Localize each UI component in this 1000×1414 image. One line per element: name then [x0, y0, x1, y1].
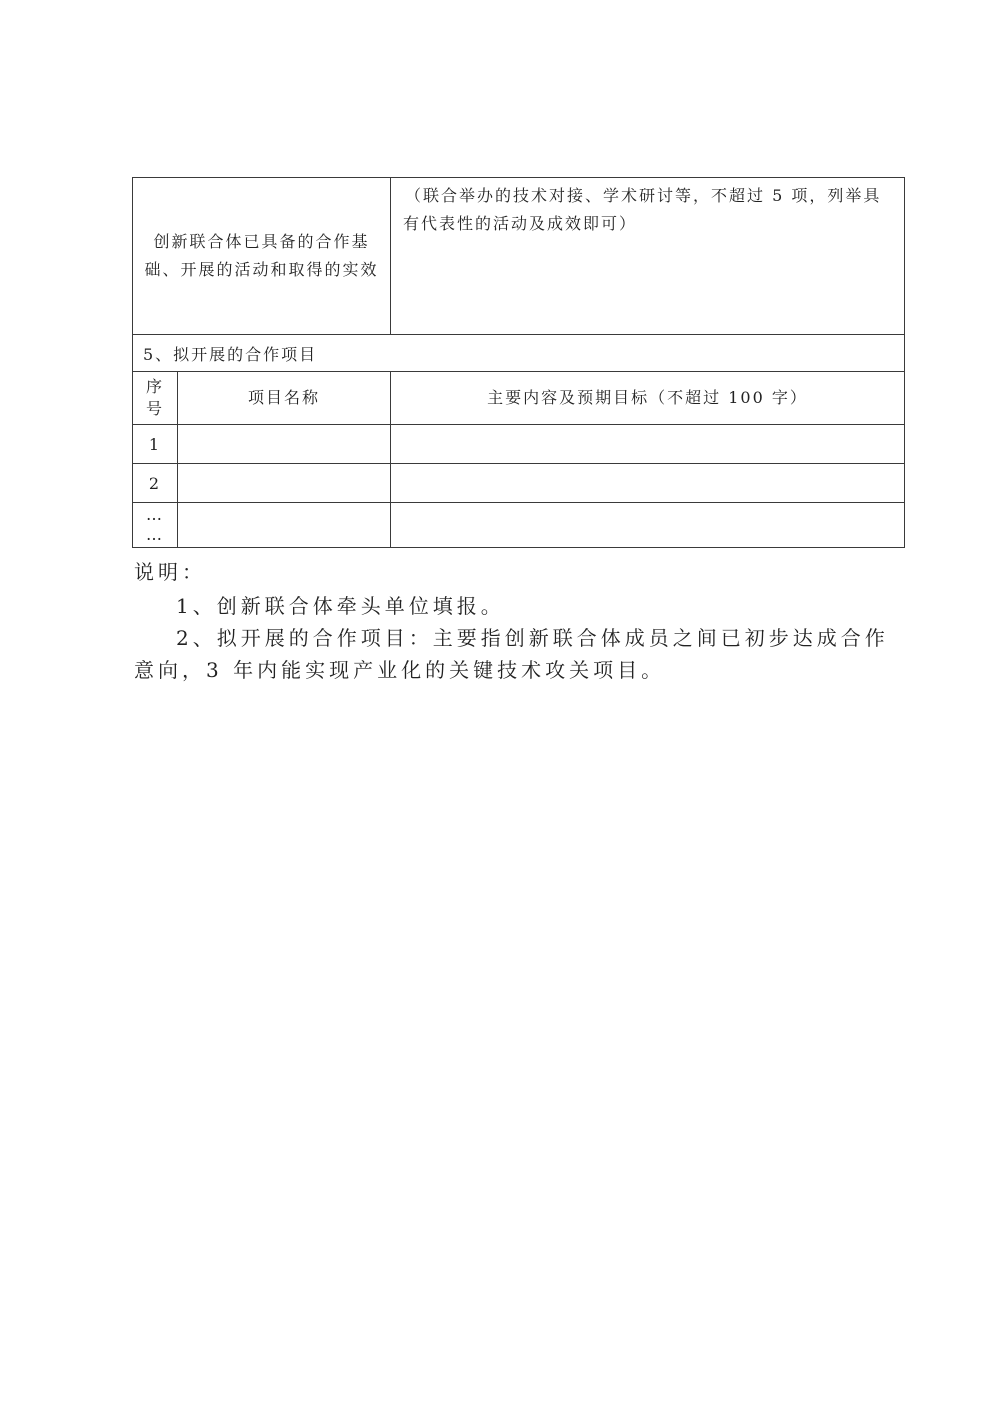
index-header-line1: 序	[145, 377, 164, 396]
project-name-cell[interactable]	[178, 425, 391, 464]
content-cell[interactable]	[391, 425, 905, 464]
table-row	[133, 464, 905, 503]
section-title: 5、拟开展的合作项目	[133, 335, 905, 372]
ellipsis-line1: …	[146, 505, 164, 524]
note-item-1: 1、创新联合体牵头单位填报。	[176, 594, 505, 618]
index-header-line2: 号	[145, 399, 164, 418]
note-item-2: 2、拟开展的合作项目：主要指创新联合体成员之间已初步达成合作意向，3 年内能实现产业化的关键技术攻关项目。	[134, 626, 889, 682]
achievements-row	[133, 178, 905, 335]
table-row	[133, 503, 905, 548]
notes-section	[134, 556, 904, 686]
section-row	[133, 335, 905, 372]
achievements-input-area[interactable]	[391, 178, 905, 335]
project-name-header: 项目名称	[178, 372, 391, 425]
project-name-cell[interactable]	[178, 464, 391, 503]
ellipsis-line2: …	[146, 525, 164, 544]
achievements-hint: （联合举办的技术对接、学术研讨等，不超过 5 项，列举具有代表性的活动及成效即可）	[403, 186, 882, 233]
row-number: 1	[133, 425, 178, 464]
achievements-label: 创新联合体已具备的合作基础、开展的活动和取得的实效	[133, 178, 391, 335]
index-header	[133, 372, 178, 425]
header-row	[133, 372, 905, 425]
table-row	[133, 425, 905, 464]
content-header: 主要内容及预期目标（不超过 100 字）	[391, 372, 905, 425]
row-number: 2	[133, 464, 178, 503]
cooperation-form-table	[132, 177, 905, 548]
content-cell[interactable]	[391, 464, 905, 503]
notes-title: 说明：	[134, 560, 206, 584]
row-ellipsis	[133, 503, 178, 548]
project-name-cell[interactable]	[178, 503, 391, 548]
content-cell[interactable]	[391, 503, 905, 548]
